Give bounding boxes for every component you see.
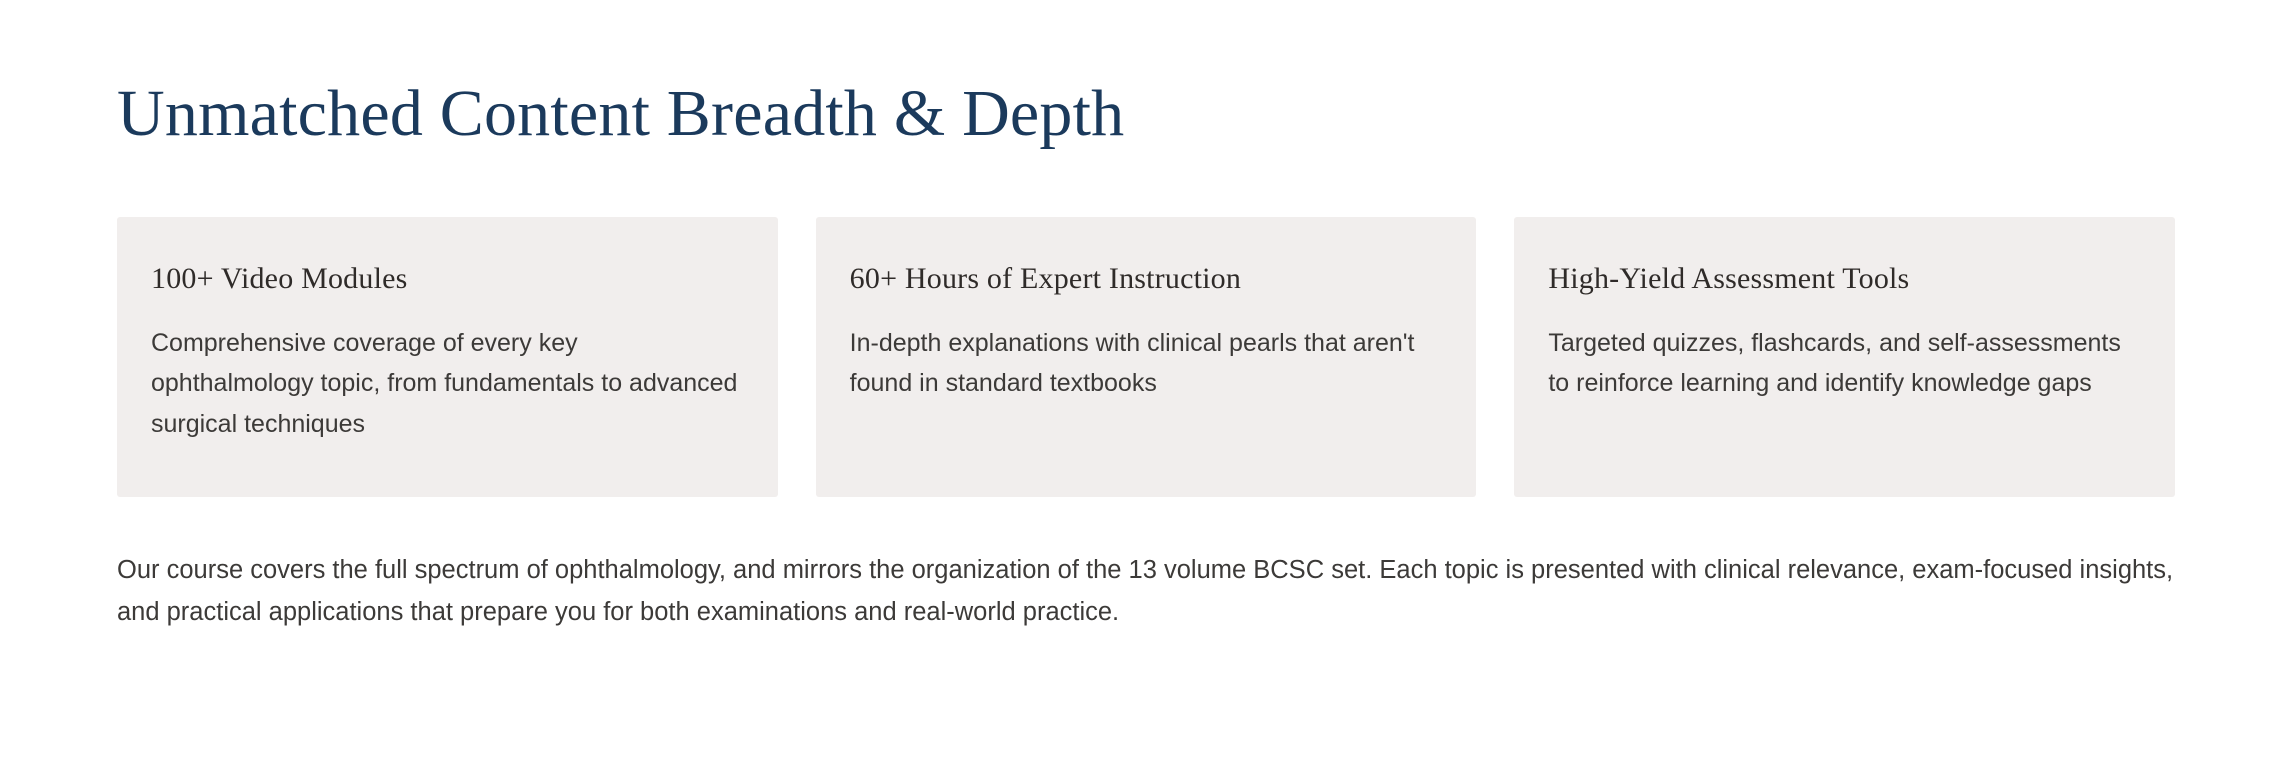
page-title: Unmatched Content Breadth & Depth (117, 77, 1125, 150)
feature-card (816, 217, 1477, 497)
feature-card-title: 100+ Video Modules (151, 261, 408, 295)
section-description: Our course covers the full spectrum of ophthalmology, and mirrors the organization of the 13 volume BCSC set. Each topic is presented with clinical relevance, exam-focused insights, and practical applications that prepare you for both examinations and real-world practice. (117, 555, 2174, 627)
feature-card (117, 217, 778, 497)
feature-card-title: High-Yield Assessment Tools (1548, 261, 1910, 295)
feature-card (1514, 217, 2175, 497)
feature-card-list (117, 217, 2175, 497)
feature-card-body: In-depth explanations with clinical pearls that aren't found in standard textbooks (849, 328, 1415, 398)
feature-card-body: Targeted quizzes, flashcards, and self-assessments to reinforce learning and identify knowledge gaps (1548, 328, 2121, 398)
feature-card-title: 60+ Hours of Expert Instruction (849, 261, 1242, 295)
feature-card-body: Comprehensive coverage of every key ophthalmology topic, from fundamentals to advanced surgical techniques (151, 328, 738, 438)
